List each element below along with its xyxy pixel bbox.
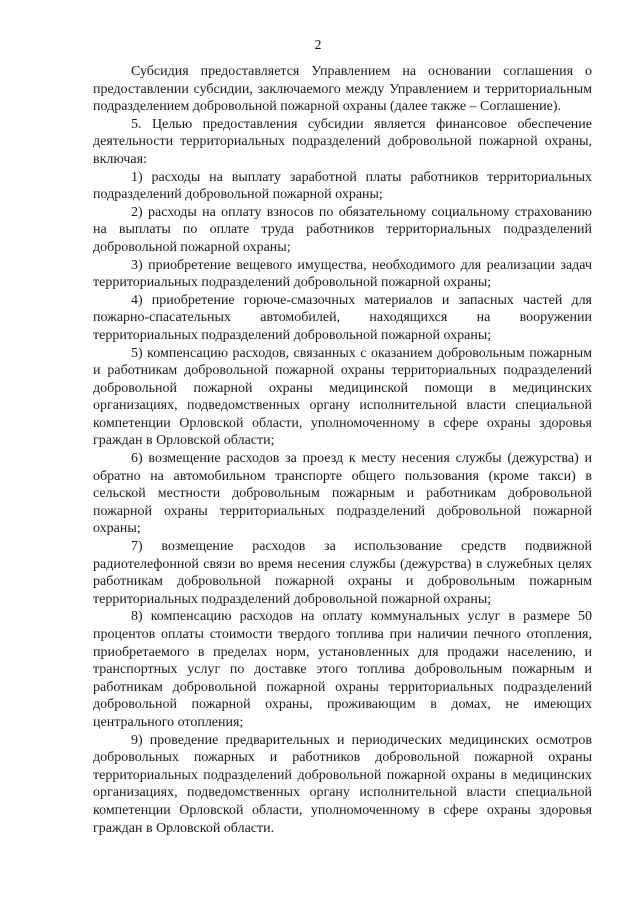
list-item-1-salary: 1) расходы на выплату заработной платы работников территориальных подразделений добровольной пожарной охраны; bbox=[93, 169, 592, 203]
list-item-6-travel: 6) возмещение расходов за проезд к месту несения службы (дежурства) и обратно на автомобильном транспорте общего пользования (кроме такси) в сельской местности добровольным пожарным и работникам добровольной пожарной охраны территориальных подразделений добровольной пожарной охраны; bbox=[93, 451, 592, 537]
paragraph-subsidy-agreement: Субсидия предоставляется Управлением на основании соглашения о предоставлении субсидии, заключаемого между Управлением и территориальным подразделением добровольной пожарной охраны (далее также – Соглашение). bbox=[93, 64, 592, 115]
list-item-7-mobile-communication: 7) возмещение расходов за использование средств подвижной радиотелефонной связи во время несения службы (дежурства) в служебных целях работникам добровольной пожарной охраны и добровольным пожарным территориальных подразделений добровольной пожарной охраны; bbox=[93, 539, 592, 607]
document-body bbox=[93, 63, 592, 837]
list-item-5-medical-compensation: 5) компенсацию расходов, связанных с оказанием добровольным пожарным и работникам добровольной пожарной охраны территориальных подразделений добровольной пожарной охраны медицинской помощи в медицинских организациях, подведомственных органу исполнительной власти специальной компетенции Орловской области, уполномоченному в сфере охраны здоровья граждан в Орловской области; bbox=[93, 345, 592, 449]
list-item-2-insurance: 2) расходы на оплату взносов по обязательному социальному страхованию на выплаты по оплате труда работников территориальных подразделений добровольной пожарной охраны; bbox=[93, 204, 592, 255]
list-item-3-clothing: 3) приобретение вещевого имущества, необходимого для реализации задач территориальных подразделений добровольной пожарной охраны; bbox=[93, 257, 592, 291]
page-number: 2 bbox=[314, 38, 322, 53]
paragraph-item-5-purpose: 5. Целью предоставления субсидии является финансовое обеспечение деятельности территориальных подразделений добровольной пожарной охраны, включая: bbox=[93, 116, 592, 167]
list-item-4-fuel: 4) приобретение горюче-смазочных материалов и запасных частей для пожарно-спасательных автомобилей, находящихся на вооружении территориальных подразделений добровольной пожарной охраны; bbox=[93, 292, 592, 343]
list-item-9-medical-exams: 9) проведение предварительных и периодических медицинских осмотров добровольных пожарных и работников добровольной пожарной охраны территориальных подразделений добровольной пожарной охраны в медицинских организациях, подведомственных органу исполнительной власти специальной компетенции Орловской области, уполномоченному в сфере охраны здоровья граждан в Орловской области. bbox=[93, 732, 592, 836]
list-item-8-utilities: 8) компенсацию расходов на оплату коммунальных услуг в размере 50 процентов оплаты стоимости твердого топлива при наличии печного отопления, приобретаемого в пределах норм, установленных для продажи населению, и транспортных услуг по доставке этого топлива добровольным пожарным и работникам добровольной пожарной охраны территориальных подразделений добровольной пожарной охраны, проживающим в домах, не имеющих центрального отопления; bbox=[93, 609, 592, 730]
